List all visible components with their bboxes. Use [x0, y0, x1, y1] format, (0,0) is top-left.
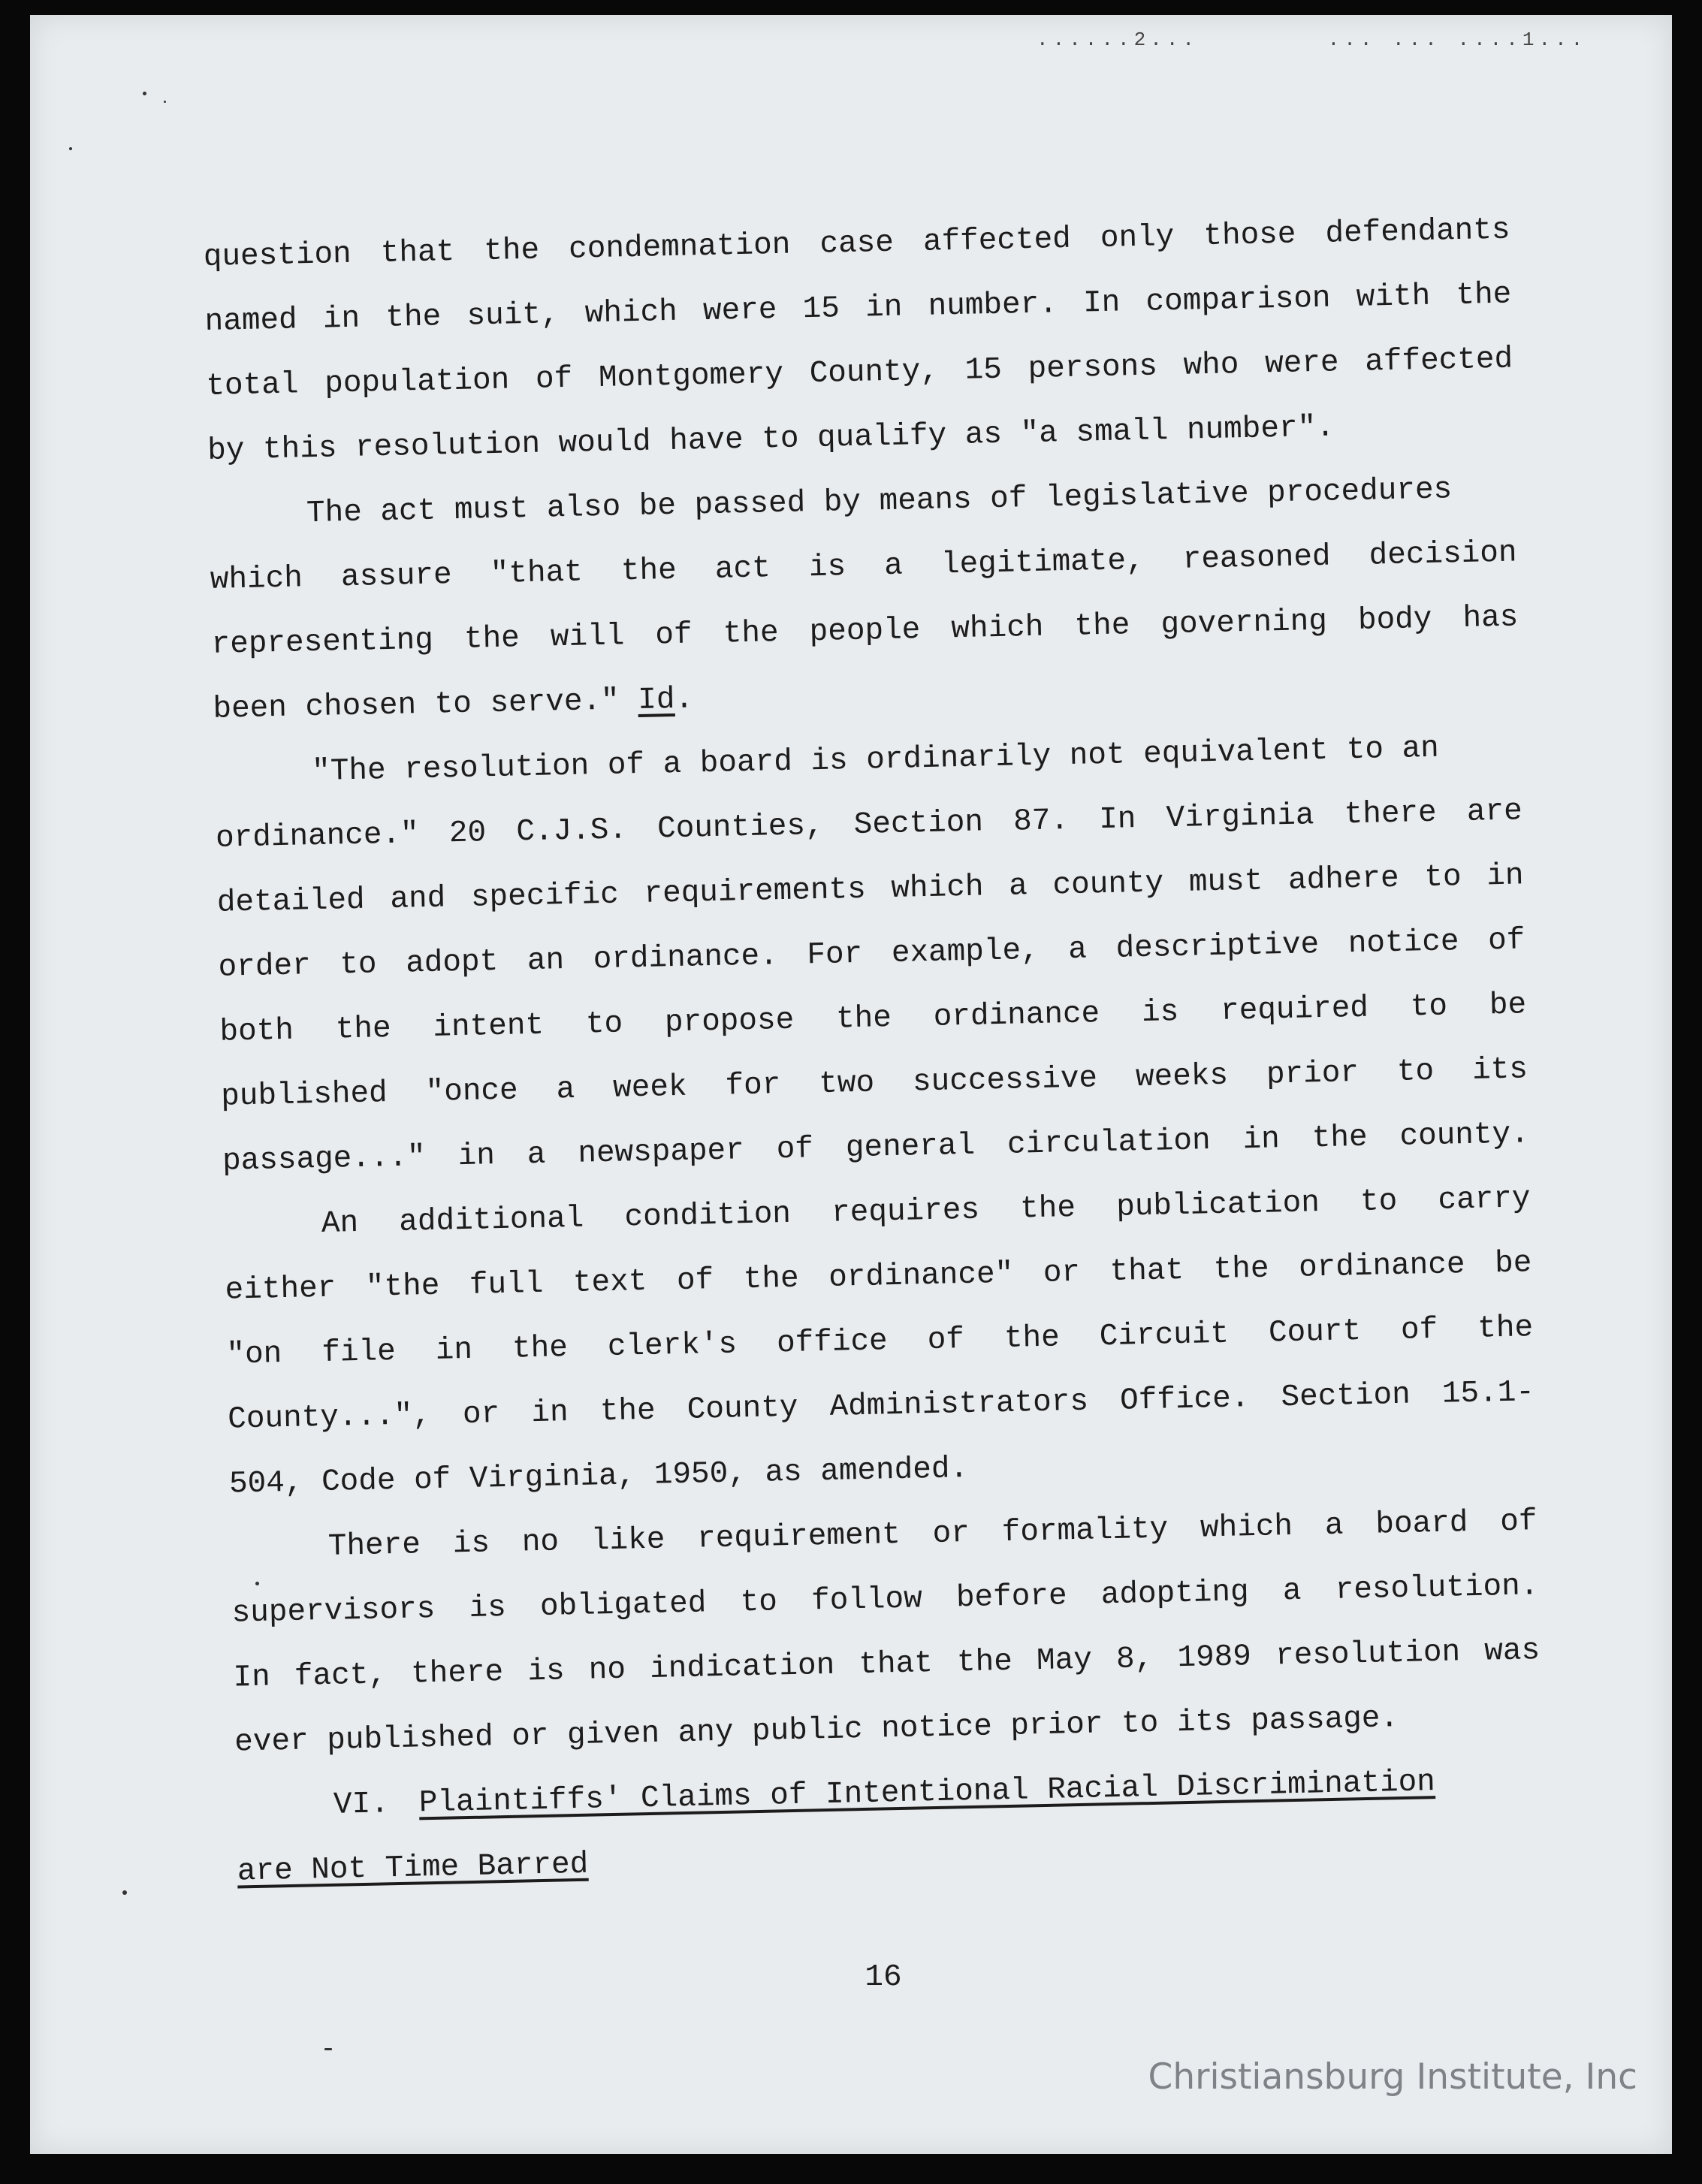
fax-header-strip	[1037, 29, 1630, 59]
dust-speck	[164, 101, 166, 103]
text-line: ordinance." 20 C.J.S. Counties, Section 87. In Virginia there are	[215, 794, 1523, 856]
document-body	[203, 198, 1544, 1905]
text-line: published "once a week for two successive weeks prior to its	[220, 1052, 1528, 1115]
section-number: VI.	[333, 1787, 390, 1823]
text-line: "on file in the clerk's office of the Circuit Court of the	[226, 1311, 1534, 1373]
text-fragment: .	[674, 682, 694, 717]
text-line: The act must also be passed by means of legislative procedures	[306, 472, 1453, 532]
text-line: 504, Code of Virginia, 1950, as amended.	[228, 1452, 969, 1502]
text-line: both the intent to propose the ordinance is required to be	[219, 988, 1527, 1050]
text-line: supervisors is obligated to follow before adopting a resolution.	[231, 1569, 1539, 1631]
text-line: representing the will of the people which the governing body has	[211, 600, 1519, 662]
fax-header-right: ... ... ....1...	[1327, 29, 1588, 51]
text-line: ever published or given any public notice prior to its passage.	[234, 1701, 1399, 1760]
text-line: which assure "that the act is a legitimate, reasoned decision	[210, 535, 1518, 598]
fax-header-left: ......2...	[1037, 29, 1200, 51]
text-line: detailed and specific requirements which a county must adhere to in	[216, 858, 1525, 921]
text-line: There is no like requirement or formality which a board of	[327, 1504, 1538, 1564]
archive-watermark: Christiansburg Institute, Inc	[1148, 2056, 1637, 2098]
dust-speck	[324, 2048, 332, 2050]
text-line: County...", or in the County Administrators Office. Section 15.1-	[227, 1375, 1535, 1437]
dust-speck	[122, 1890, 127, 1895]
text-line: "The resolution of a board is ordinarily not equivalent to an	[311, 731, 1440, 790]
text-line: question that the condemnation case affected only those defendants	[203, 213, 1511, 275]
text-line: An additional condition requires the publication to carry	[321, 1181, 1531, 1241]
text-line: by this resolution would have to qualify as "a small number".	[207, 410, 1335, 469]
text-line: passage..." in a newspaper of general circulation in the county.	[222, 1117, 1530, 1179]
section-title-continued: are Not Time Barred	[237, 1847, 589, 1890]
dust-speck	[69, 147, 72, 150]
text-line: named in the suit, which were 15 in number. In comparison with the	[204, 277, 1512, 339]
text-line: either "the full text of the ordinance" or that the ordinance be	[225, 1246, 1532, 1308]
text-line: In fact, there is no indication that the May 8, 1989 resolution was	[233, 1633, 1541, 1696]
citation-id: Id	[637, 682, 675, 719]
dust-speck	[143, 92, 146, 95]
text-line: order to adopt an ordinance. For example, a descriptive notice of	[218, 923, 1525, 985]
section-title: Plaintiffs' Claims of Intentional Racial Discrimination	[418, 1765, 1436, 1821]
page-number: 16	[865, 1960, 902, 1995]
text-line: total population of Montgomery County, 15 persons who were affected	[206, 342, 1513, 404]
text-fragment: been chosen to serve."	[213, 683, 638, 727]
